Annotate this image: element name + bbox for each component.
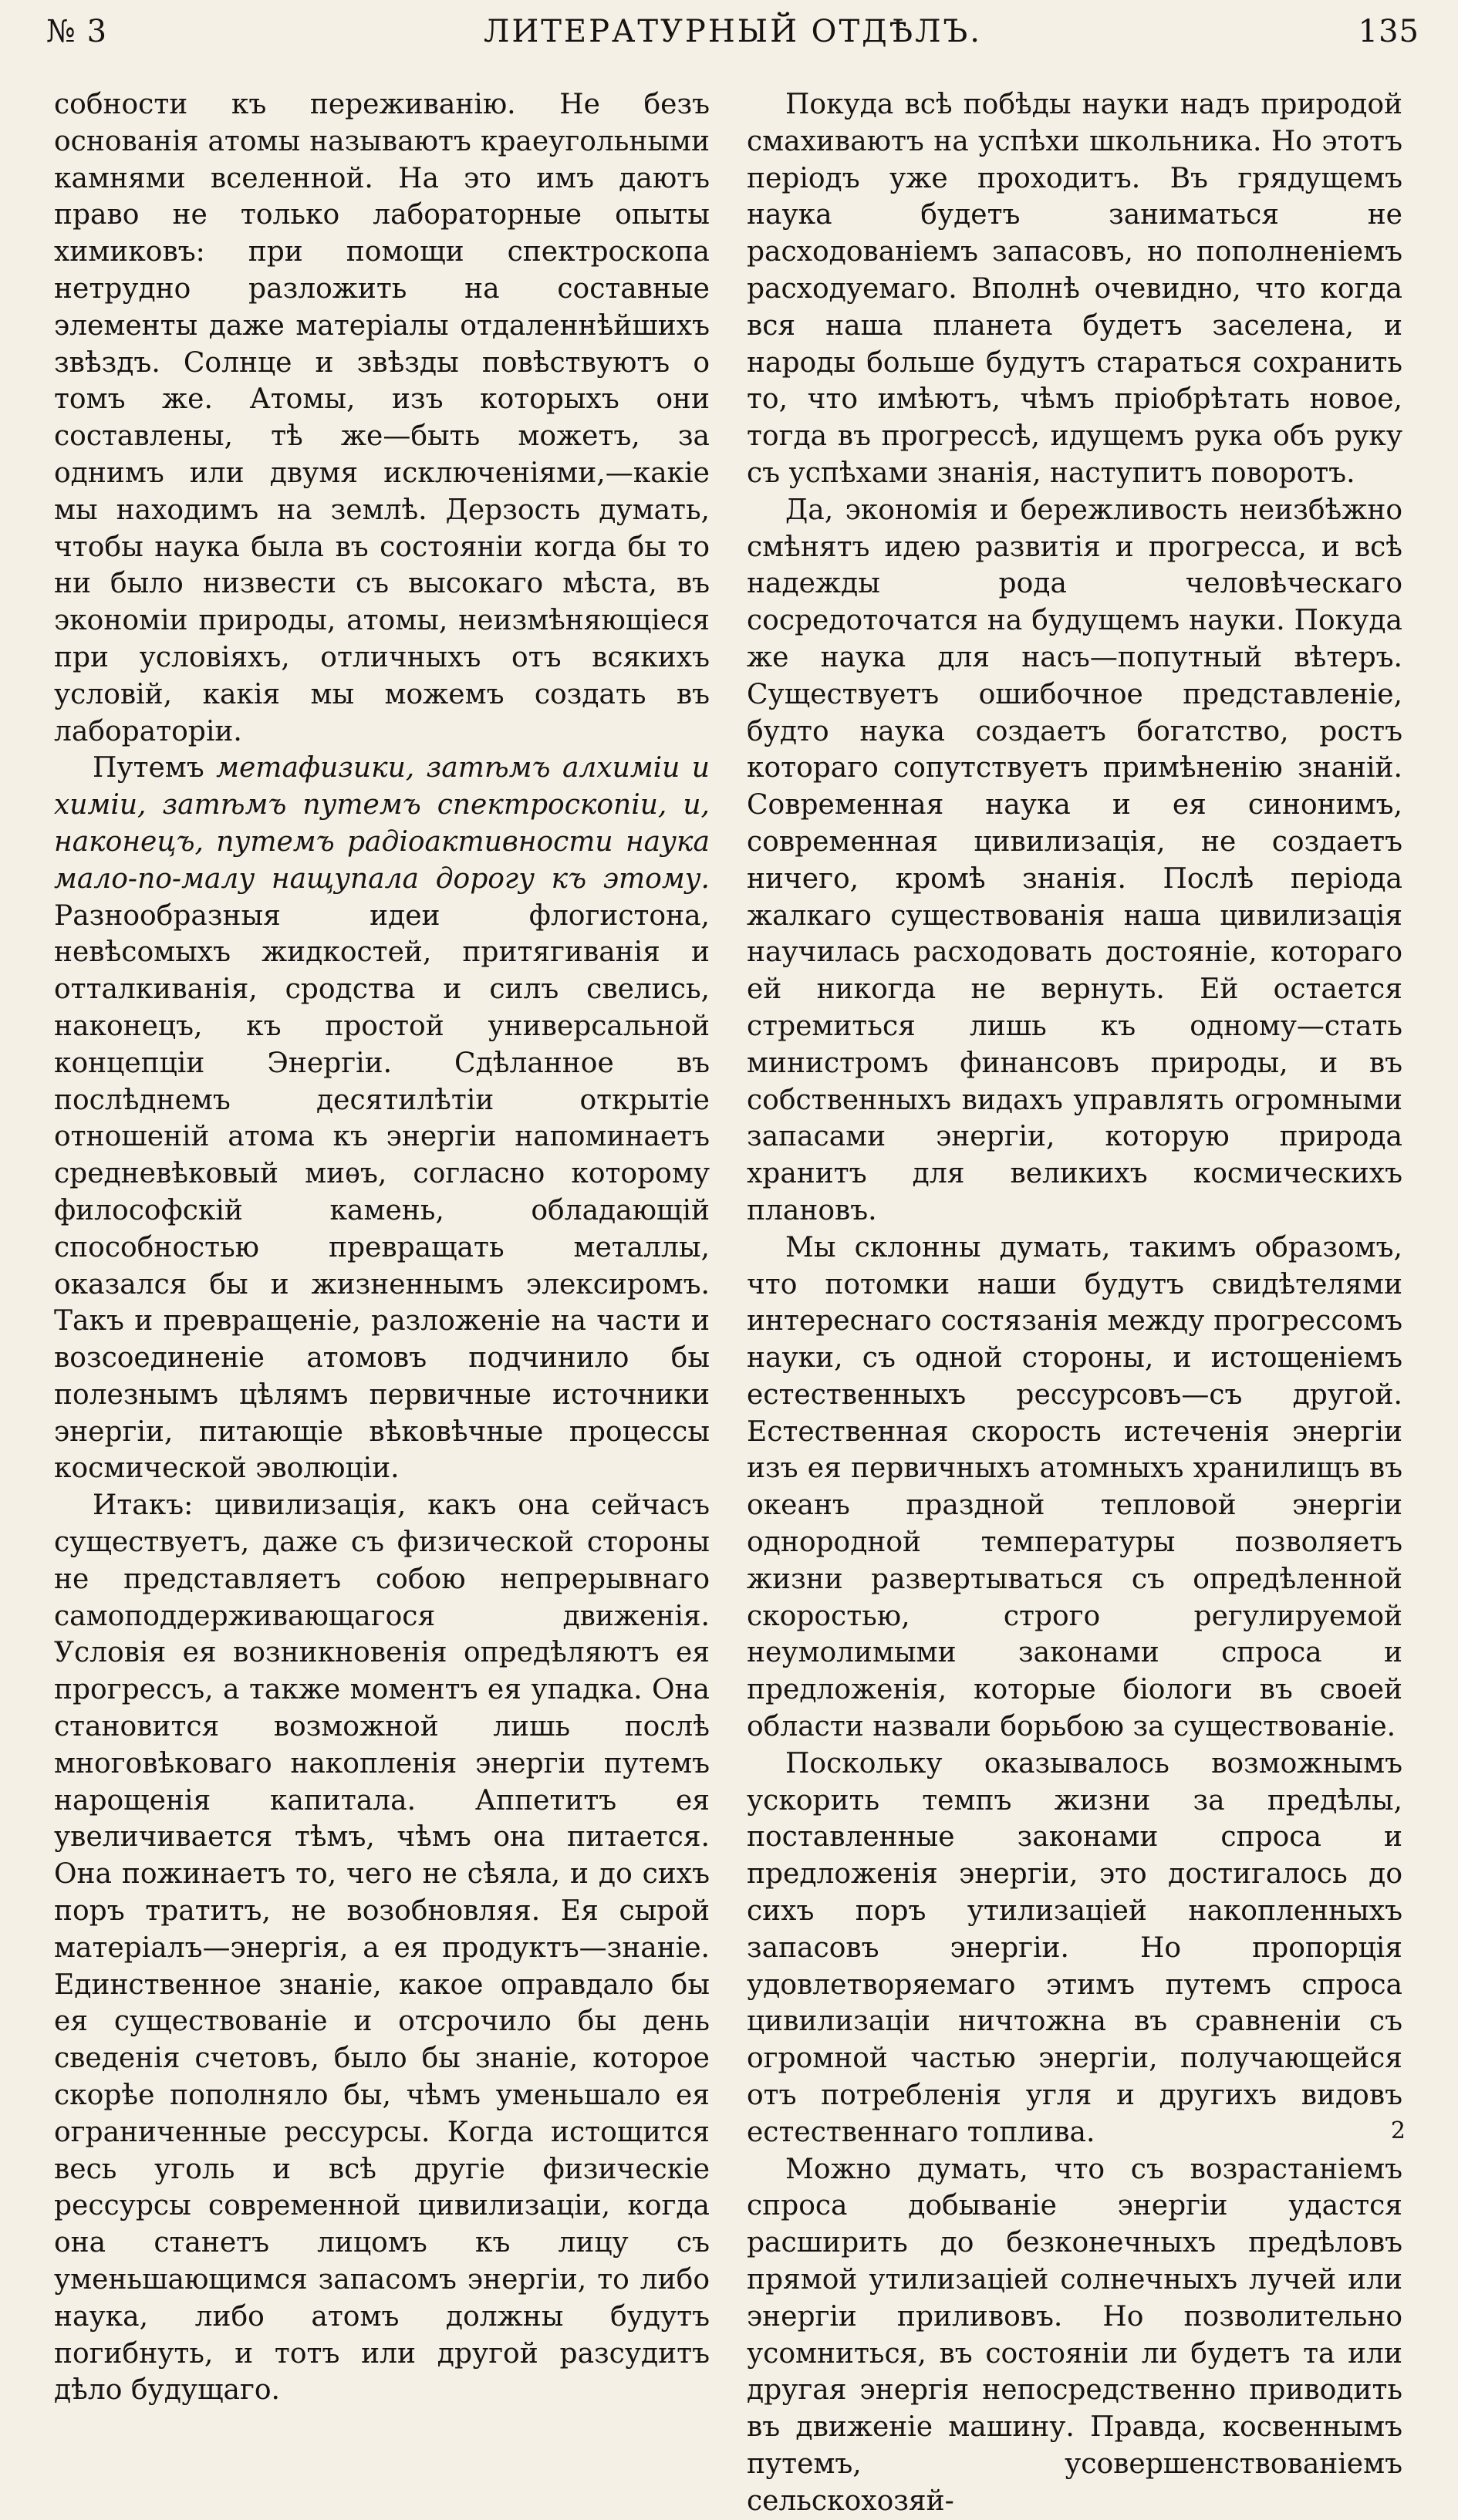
paragraph: Покуда всѣ побѣды науки надъ природой смахиваютъ на успѣхи школьника. Но этотъ періодъ уже проходитъ. Въ грядущемъ наука будетъ заниматься не расходованіемъ запасовъ, но пополненіемъ расходуемаго. Вполнѣ очевидно, что когда вся наша планета будетъ заселена, и народы больше будутъ стараться сохранить то, что имѣютъ, чѣмъ пріобрѣтать новое, тогда въ прогрессѣ, идущемъ рука объ руку съ успѣхами знанія, наступитъ поворотъ. [747, 89, 1402, 489]
paragraph [54, 750, 710, 1487]
paragraph: Итакъ: цивилизація, какъ она сейчасъ существуетъ, даже съ физической стороны не представляетъ собою непрерывнаго самоподдерживающагося движенія. Условія ея возникновенія опредѣляютъ ея прогрессъ, а также моментъ ея упадка. Она становится возможной лишь послѣ многовѣковаго накопленія энергіи путемъ нарощенія капитала. Аппетитъ ея увеличивается тѣмъ, чѣмъ она питается. Она пожинаетъ то, чего не сѣяла, и до сихъ поръ тратитъ, не возобновляя. Ея сырой матеріалъ—энергія, а ея продуктъ—знаніе. Единственное знаніе, какое оправдало бы ея существованіе и отсрочило бы день сведенія счетовъ, было бы знаніе, которое скорѣе пополняло бы, чѣмъ уменьшало ея ограниченные рессурсы. Когда истощится весь уголь и всѣ другіе физическіе рессурсы современной цивилизаціи, когда она станетъ лицомъ къ лицу съ уменьшающимся запасомъ энергіи, то либо наука, либо атомъ должны будутъ погибнуть, и тотъ или другой разсудитъ дѣло будущаго. [54, 1489, 710, 2407]
paragraph: Мы склонны думать, такимъ образомъ, что потомки наши будутъ свидѣтелями интереснаго состязанія между прогрессомъ науки, съ одной стороны, и истощеніемъ естественныхъ рессурсовъ—съ другой. Естественная скорость истеченія энергіи изъ ея первичныхъ атомныхъ хранилищъ въ океанъ праздной тепловой энергіи однородной температуры позволяетъ жизни развертываться съ опредѣленной скоростью, строго регулируемой неумолимыми законами спроса и предложенія, которые біологи въ своей области назвали борьбою за существованіе. [747, 1231, 1402, 1743]
left-column [54, 86, 710, 2409]
running-header [46, 14, 1419, 60]
signature-mark: 2 [1390, 2117, 1406, 2144]
section-title: ЛИТЕРАТУРНЫЙ ОТДѢЛЪ. [483, 14, 982, 49]
paragraph: Поскольку оказывалось возможнымъ ускорить темпъ жизни за предѣлы, поставленные законами спроса и предложенія энергіи, это достигалось до сихъ поръ утилизаціей накопленныхъ запасовъ энергіи. Но пропорція удовлетворяемаго этимъ путемъ спроса цивилизаціи ничтожна въ сравненіи съ огромной частью энергіи, получающейся отъ потребленія угля и другихъ видовъ естественнаго топлива. [747, 1747, 1402, 2148]
paragraph-text: Разнообразныя идеи флогистона, невѣсомыхъ жидкостей, притягиванія и отталкиванія, сродства и силъ свелись, наконецъ, къ простой универсальной концепціи Энергіи. Сдѣланное въ послѣднемъ десятилѣтіи открытіе отношеній атома къ энергіи напоминаетъ средневѣковый миѳъ, согласно которому философскій камень, обладающій способностью превращать металлы, оказался бы и жизненнымъ элексиромъ. Такъ и превращеніе, разложеніе на части и возсоединеніе атомовъ подчинило бы полезнымъ цѣлямъ первичные источники энергіи, питающіе вѣковѣчные процессы космической эволюціи. [54, 899, 710, 1485]
right-column [747, 86, 1402, 2520]
paragraph: собности къ переживанію. Не безъ основанія атомы называютъ краеугольными камнями вселенной. На это имъ даютъ право не только лабораторные опыты химиковъ: при помощи спектроскопа нетрудно разложить на составные элементы даже матеріалы отдаленнѣйшихъ звѣздъ. Солнце и звѣзды повѣствуютъ о томъ же. Атомы, изъ которыхъ они составлены, тѣ же—быть можетъ, за однимъ или двумя исключеніями,—какіе мы находимъ на землѣ. Дерзость думать, чтобы наука была въ состояніи когда бы то ни было низвести съ высокаго мѣста, въ экономіи природы, атомы, неизмѣняющіеся при условіяхъ, отличныхъ отъ всякихъ условій, какія мы можемъ создать въ лабораторіи. [54, 89, 710, 747]
page-number: 135 [1358, 14, 1419, 49]
paragraph-lead: Путемъ [93, 752, 217, 784]
italic-passage: метафизики, затѣмъ алхиміи и химіи, затѣмъ путемъ спектроскопіи, и, наконецъ, путемъ радіоактивности наука мало-по-малу нащупала дорогу къ этому. [54, 752, 710, 895]
paragraph: Да, экономія и бережливость неизбѣжно смѣнятъ идею развитія и прогресса, и всѣ надежды рода человѣческаго сосредоточатся на будущемъ науки. Покуда же наука для насъ—попутный вѣтеръ. Существуетъ ошибочное представленіе, будто наука создаетъ богатство, ростъ котораго сопутствуетъ примѣненію знаній. Современная наука и ея синонимъ, современная цивилизація, не создаетъ ничего, кромѣ знанія. Послѣ періода жалкаго существованія наша цивилизація научилась расходовать достояніе, котораго ей никогда не вернуть. Ей остается стремиться лишь къ одному—стать министромъ финансовъ природы, и въ собственныхъ видахъ управлять огромными запасами энергіи, которую природа хранитъ для великихъ космическихъ плановъ. [747, 494, 1402, 1226]
paragraph: Можно думать, что съ возрастаніемъ спроса добываніе энергіи удастся расширить до безконечныхъ предѣловъ прямой утилизаціей солнечныхъ лучей или энергіи приливовъ. Но позволительно усомниться, въ состояніи ли будетъ та или другая энергія непосредственно приводить въ движеніе машину. Правда, косвеннымъ путемъ, усовершенствованіемъ сельскохозяй- [747, 2153, 1402, 2517]
issue-number: № 3 [46, 14, 108, 49]
